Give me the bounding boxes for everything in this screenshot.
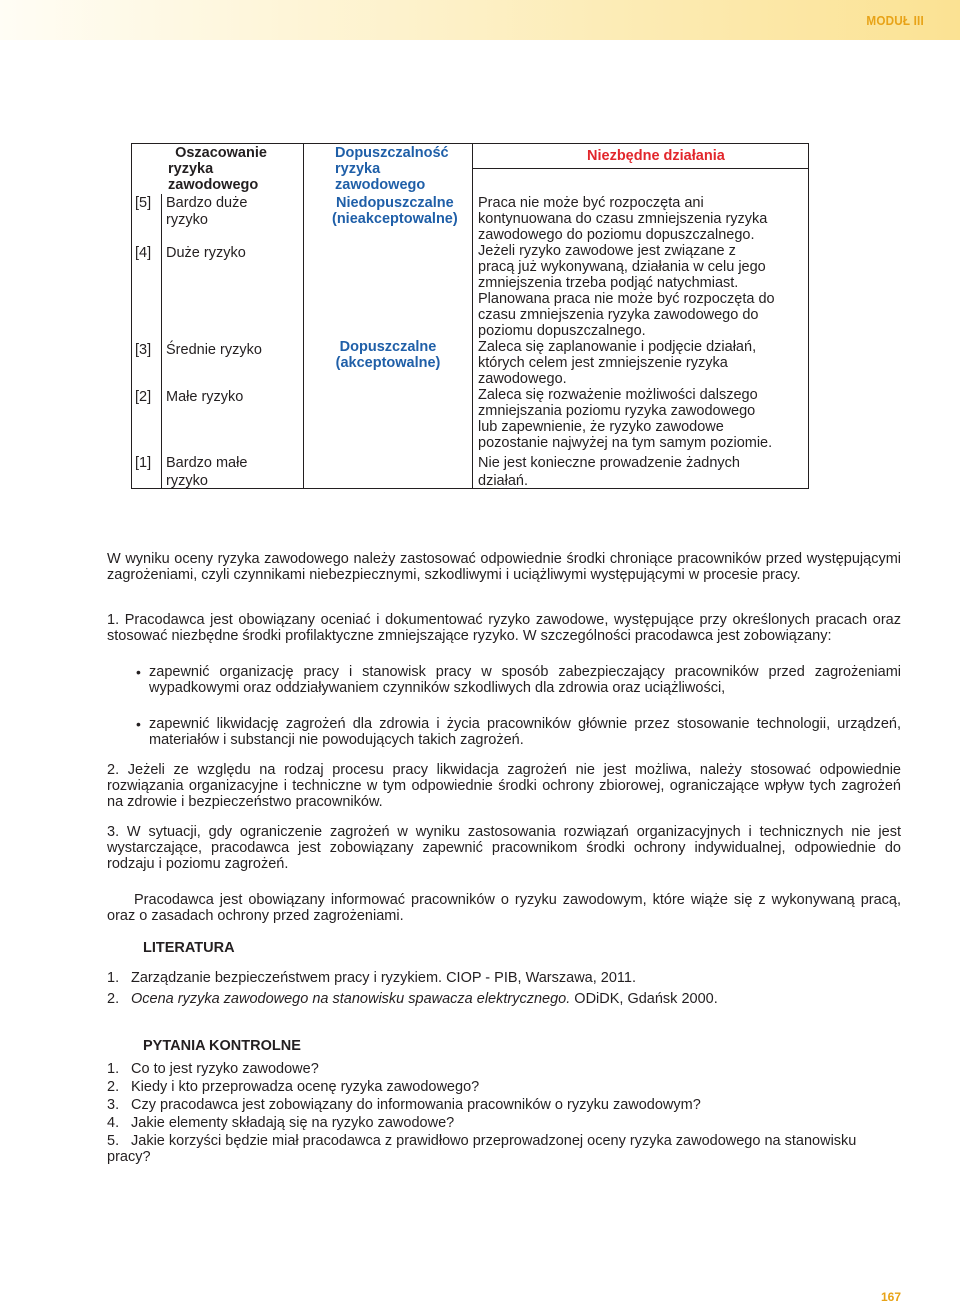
acceptable-label: Dopuszczalne (akceptowalne) bbox=[335, 339, 441, 371]
row-number: [2] bbox=[135, 389, 152, 405]
row-number: [3] bbox=[135, 342, 152, 358]
paragraph-2: 2. Jeżeli ze względu na rodzaj procesu pracy likwidacja zagrożeń nie jest możliwa, należy stosować odpowiednie rozwiązania organizacyjne i techniczne w tym odpowiednie środki ochrony zbiorowej, ograniczające wpływ tych zagrożeń na zdrowie i bezpieczeństwo pracowników. bbox=[107, 762, 901, 810]
literature-item: 1. Zarządzanie bezpieczeństwem pracy i ryzykiem. CIOP - PIB, Warszawa, 2011. bbox=[107, 970, 636, 986]
literature-heading: LITERATURA bbox=[143, 940, 235, 956]
risk-level: Bardzo duże ryzyko bbox=[166, 195, 248, 228]
paragraph-1: 1. Pracodawca jest obowiązany oceniać i dokumentować ryzyko zawodowe, występujące przy określonych pracach oraz stosować niezbędne środki profilaktyczne zmniejszające ryzyko. W szczególności pracodawca jest zobowiązany: bbox=[107, 612, 901, 644]
question-item: 5. Jakie korzyści będzie miał pracodawca z prawidłowo przeprowadzonej oceny ryzyka zawodowego na stanowisku pracy? bbox=[107, 1133, 857, 1165]
question-item: 1. Co to jest ryzyko zawodowe? bbox=[107, 1061, 319, 1077]
question-item: 3. Czy pracodawca jest zobowiązany do informowania pracowników o ryzyku zawodowym? bbox=[107, 1097, 701, 1113]
literature-item: 2. Ocena ryzyka zawodowego na stanowisku spawacza elektrycznego. ODiDK, Gdańsk 2000. bbox=[107, 991, 718, 1007]
unacceptable-label: Niedopuszczalne (nieakceptowalne) bbox=[332, 195, 458, 227]
bullet-mark: • bbox=[136, 716, 141, 732]
bullet-item: zapewnić organizację pracy i stanowisk pracy w sposób zabezpieczający pracowników przed zagrożeniami wypadkowymi oraz oddziaływaniem czynników szkodliwych dla zdrowia oraz uciążliwości, bbox=[149, 664, 901, 696]
question-item: 2. Kiedy i kto przeprowadza ocenę ryzyka zawodowego? bbox=[107, 1079, 480, 1095]
risk-level: Małe ryzyko bbox=[166, 389, 244, 405]
col-head-estimate: Oszacowanie ryzyka zawodowego bbox=[168, 145, 267, 193]
questions-heading: PYTANIA KONTROLNE bbox=[143, 1038, 301, 1054]
page-number: 167 bbox=[880, 1290, 901, 1304]
risk-level: Średnie ryzyko bbox=[166, 342, 262, 358]
row-actions: Jeżeli ryzyko zawodowe jest związane z pracą już wykonywaną, działania w celu jego zmniejszenia trzeba podjąć natychmiast. Planowana praca nie może być rozpoczęta do czasu zmniejszenia ryzyka zawodowego do poziomu dopuszczalnego. bbox=[478, 243, 775, 339]
row-number: [1] bbox=[135, 455, 152, 471]
row-number: [5] bbox=[135, 195, 152, 211]
row-actions: Nie jest konieczne prowadzenie żadnych działań. bbox=[478, 455, 740, 489]
risk-table bbox=[131, 143, 809, 489]
bullet-mark: • bbox=[136, 664, 141, 680]
col-head-acceptability: Dopuszczalność ryzyka zawodowego bbox=[335, 145, 449, 193]
table-divider bbox=[303, 144, 304, 488]
table-divider bbox=[472, 144, 473, 488]
question-item: 4. Jakie elementy składają się na ryzyko zawodowe? bbox=[107, 1115, 455, 1131]
risk-level: Bardzo małe ryzyko bbox=[166, 455, 248, 489]
intro-paragraph: W wyniku oceny ryzyka zawodowego należy zastosować odpowiednie środki chroniące pracowników przed występującymi zagrożeniami, czyli czynnikami niebezpiecznymi, szkodliwymi i uciążliwymi występującymi w procesie pracy. bbox=[107, 551, 901, 583]
row-actions: Praca nie może być rozpoczęta ani kontynuowana do czasu zmniejszenia ryzyka zawodowego do poziomu dopuszczalnego. bbox=[478, 195, 768, 243]
risk-level: Duże ryzyko bbox=[166, 245, 246, 261]
module-title: MODUŁ III bbox=[866, 13, 924, 28]
bullet-item: zapewnić likwidację zagrożeń dla zdrowia i życia pracowników głównie przez stosowanie technologii, urządzeń, materiałów i substancji nie powodujących takich zagrożeń. bbox=[149, 716, 901, 748]
paragraph-3: 3. W sytuacji, gdy ograniczenie zagrożeń w wyniku zastosowania rozwiązań organizacyjnych i technicznych nie jest wystarczające, pracodawca jest zobowiązany zapewnić pracownikom środki ochrony indywidualnej, odpowiednie do rodzaju i poziomu zagrożeń. bbox=[107, 824, 901, 872]
row-number: [4] bbox=[135, 245, 152, 261]
header-bar bbox=[0, 0, 960, 40]
table-divider bbox=[161, 194, 162, 488]
row-actions: Zaleca się zaplanowanie i podjęcie działań, których celem jest zmniejszenie ryzyka zawodowego. bbox=[478, 339, 757, 387]
paragraph-4: Pracodawca jest obowiązany informować pracowników o ryzyku zawodowym, które wiąże się z wykonywaną pracą, oraz o zasadach ochrony przed zagrożeniami. bbox=[107, 892, 901, 924]
literature-title: Ocena ryzyka zawodowego na stanowisku spawacza elektrycznego. bbox=[131, 991, 571, 1007]
col-head-actions: Niezbędne działania bbox=[587, 148, 725, 164]
table-divider bbox=[472, 168, 808, 169]
row-actions: Zaleca się rozważenie możliwości dalszego zmniejszania poziomu ryzyka zawodowego lub zapewnienie, że ryzyko zawodowe pozostanie najwyżej na tym samym poziomie. bbox=[478, 387, 773, 451]
